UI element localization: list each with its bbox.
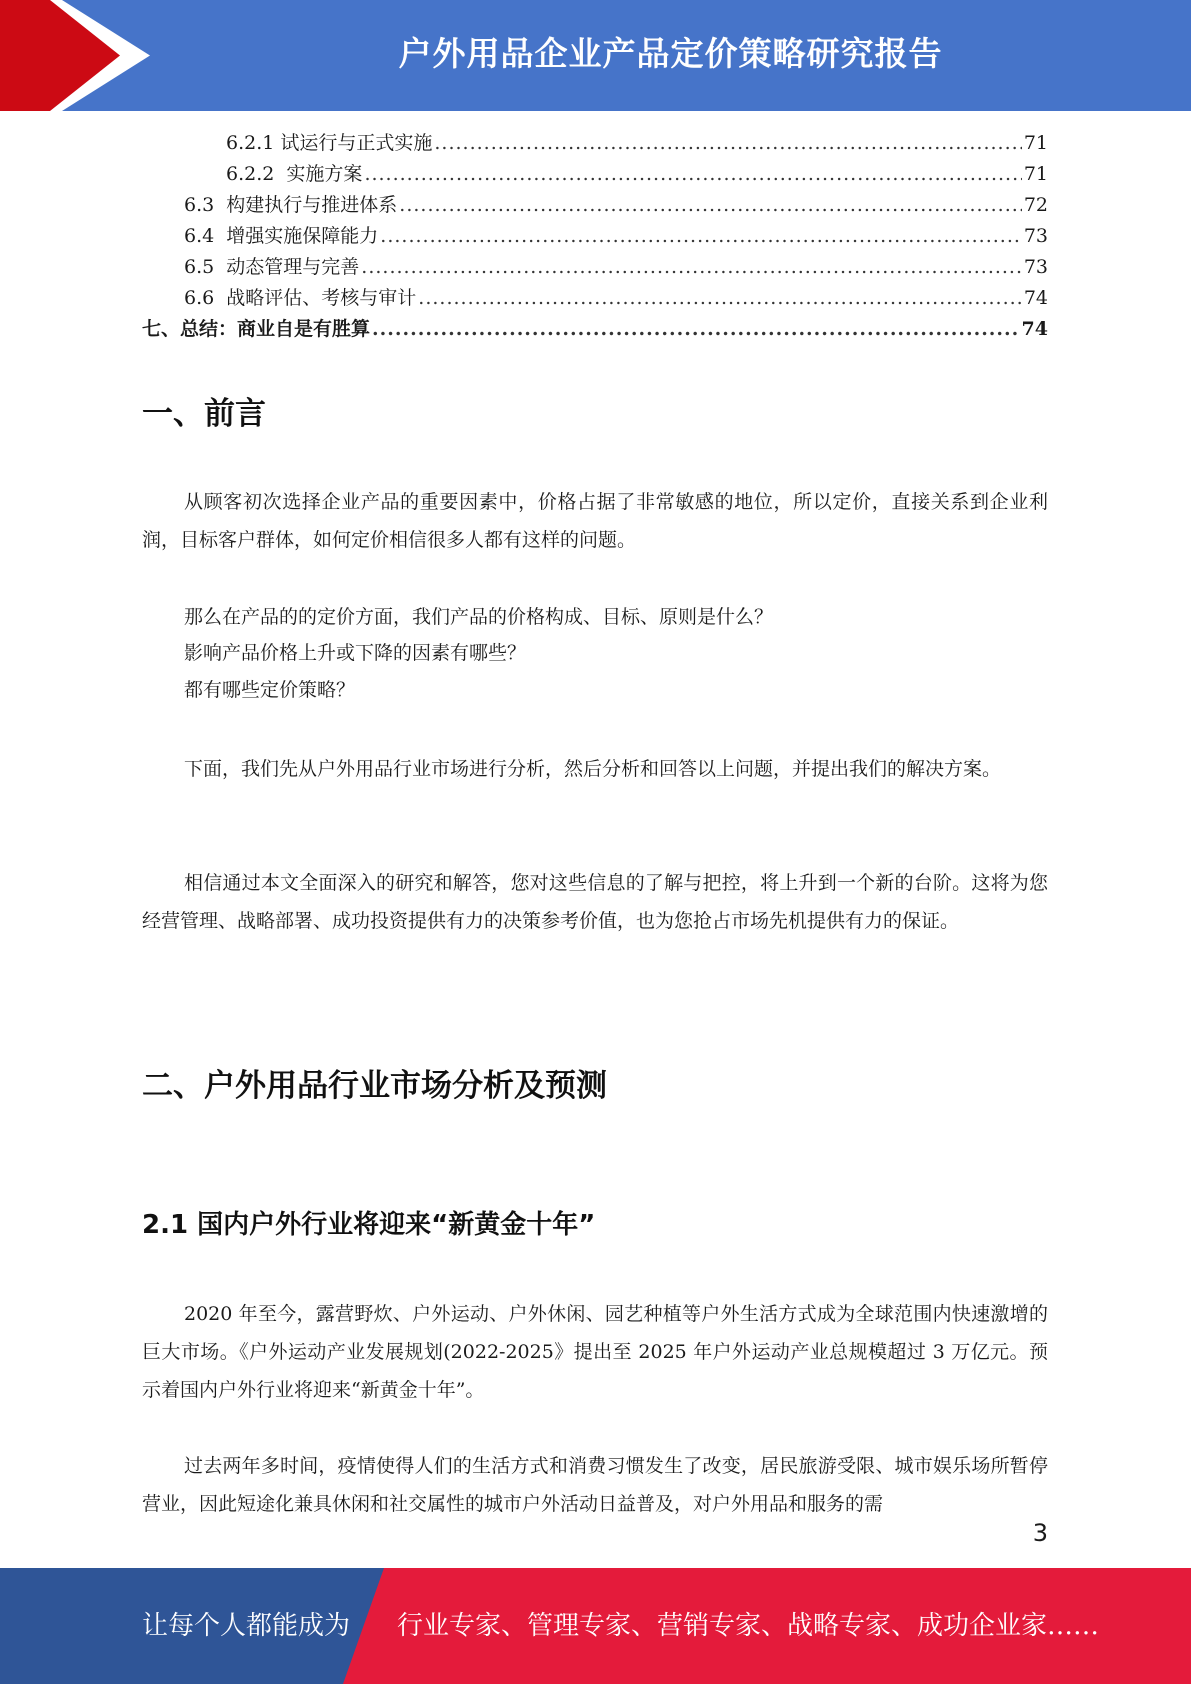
toc-entry-label: 6.5 动态管理与完善 [184, 256, 360, 278]
footer-slogan-right: 行业专家、管理专家、营销专家、战略专家、成功企业家…… [397, 1611, 1100, 1641]
toc-entry-page: 71 [1023, 132, 1048, 154]
toc-entry[interactable] [142, 159, 1048, 190]
footer-slogan-left: 让每个人都能成为 [142, 1611, 351, 1641]
toc-entry-page: 74 [1021, 318, 1048, 340]
subsection-heading: 2.1 国内户外行业将迎来“新黄金十年” [142, 1210, 596, 1240]
preface-paragraph: 下面，我们先从户外用品行业市场进行分析，然后分析和回答以上问题，并提出我们的解决方案。 [184, 758, 1002, 780]
body-paragraph: 2020 年至今，露营野炊、户外运动、户外休闲、园艺种植等户外生活方式成为全球范围内快速激增的巨大市场。《户外运动产业发展规划(2022-2025》提出至 2025 年户外运动产业总规模超过 3 万亿元。预示着国内户外行业将迎来“新黄金十年”。 [142, 1303, 1048, 1401]
toc-entry[interactable] [142, 314, 1048, 345]
toc-entry-label: 6.3 构建执行与推进体系 [184, 194, 398, 216]
report-title: 户外用品企业产品定价策略研究报告 [398, 34, 943, 73]
table-of-contents [142, 128, 1048, 345]
toc-entry[interactable] [142, 283, 1048, 314]
toc-entry[interactable] [142, 221, 1048, 252]
toc-leader-dots [399, 194, 1022, 216]
preface-paragraph: 从顾客初次选择企业产品的重要因素中，价格占据了非常敏感的地位，所以定价，直接关系到企业利润，目标客户群体，如何定价相信很多人都有这样的问题。 [142, 491, 1048, 551]
section-heading-preface: 一、前言 [142, 396, 266, 432]
toc-entry[interactable] [142, 190, 1048, 221]
toc-entry-page: 73 [1023, 225, 1048, 247]
toc-leader-dots [364, 163, 1021, 185]
preface-paragraph: 相信通过本文全面深入的研究和解答，您对这些信息的了解与把控，将上升到一个新的台阶。这将为您经营管理、战略部署、成功投资提供有力的决策参考价值，也为您抢占市场先机提供有力的保证。 [142, 872, 1048, 932]
toc-leader-dots [380, 225, 1022, 247]
toc-entry-label: 6.4 增强实施保障能力 [184, 225, 379, 247]
toc-entry-page: 73 [1023, 256, 1048, 278]
toc-entry-label: 七、总结：商业自是有胜算 [142, 318, 371, 340]
toc-leader-dots [361, 256, 1022, 278]
toc-entry-label: 6.2.2 实施方案 [226, 163, 363, 185]
toc-entry[interactable] [142, 252, 1048, 283]
toc-entry-label: 6.6 战略评估、考核与审计 [184, 287, 417, 309]
preface-question: 都有哪些定价策略？ [184, 679, 356, 701]
toc-entry-label: 6.2.1 试运行与正式实施 [226, 132, 433, 154]
page-number: 3 [1032, 1519, 1048, 1547]
body-paragraph: 过去两年多时间，疫情使得人们的生活方式和消费习惯发生了改变，居民旅游受限、城市娱乐场所暂停营业，因此短途化兼具休闲和社交属性的城市户外活动日益普及，对户外用品和服务的需 [142, 1455, 1048, 1515]
toc-entry-page: 72 [1023, 194, 1048, 216]
toc-entry-page: 74 [1023, 287, 1048, 309]
toc-leader-dots [434, 132, 1021, 154]
header-chevron-decoration [0, 0, 150, 111]
preface-question: 那么在产品的的定价方面，我们产品的价格构成、目标、原则是什么？ [184, 606, 774, 628]
section-heading-market-analysis: 二、户外用品行业市场分析及预测 [142, 1068, 607, 1104]
toc-entry[interactable] [142, 128, 1048, 159]
page-footer [0, 1568, 1191, 1684]
toc-leader-dots [418, 287, 1022, 309]
preface-question: 影响产品价格上升或下降的因素有哪些？ [184, 642, 527, 664]
page-header [0, 0, 1191, 111]
toc-entry-page: 71 [1023, 163, 1048, 185]
toc-leader-dots [372, 318, 1020, 340]
